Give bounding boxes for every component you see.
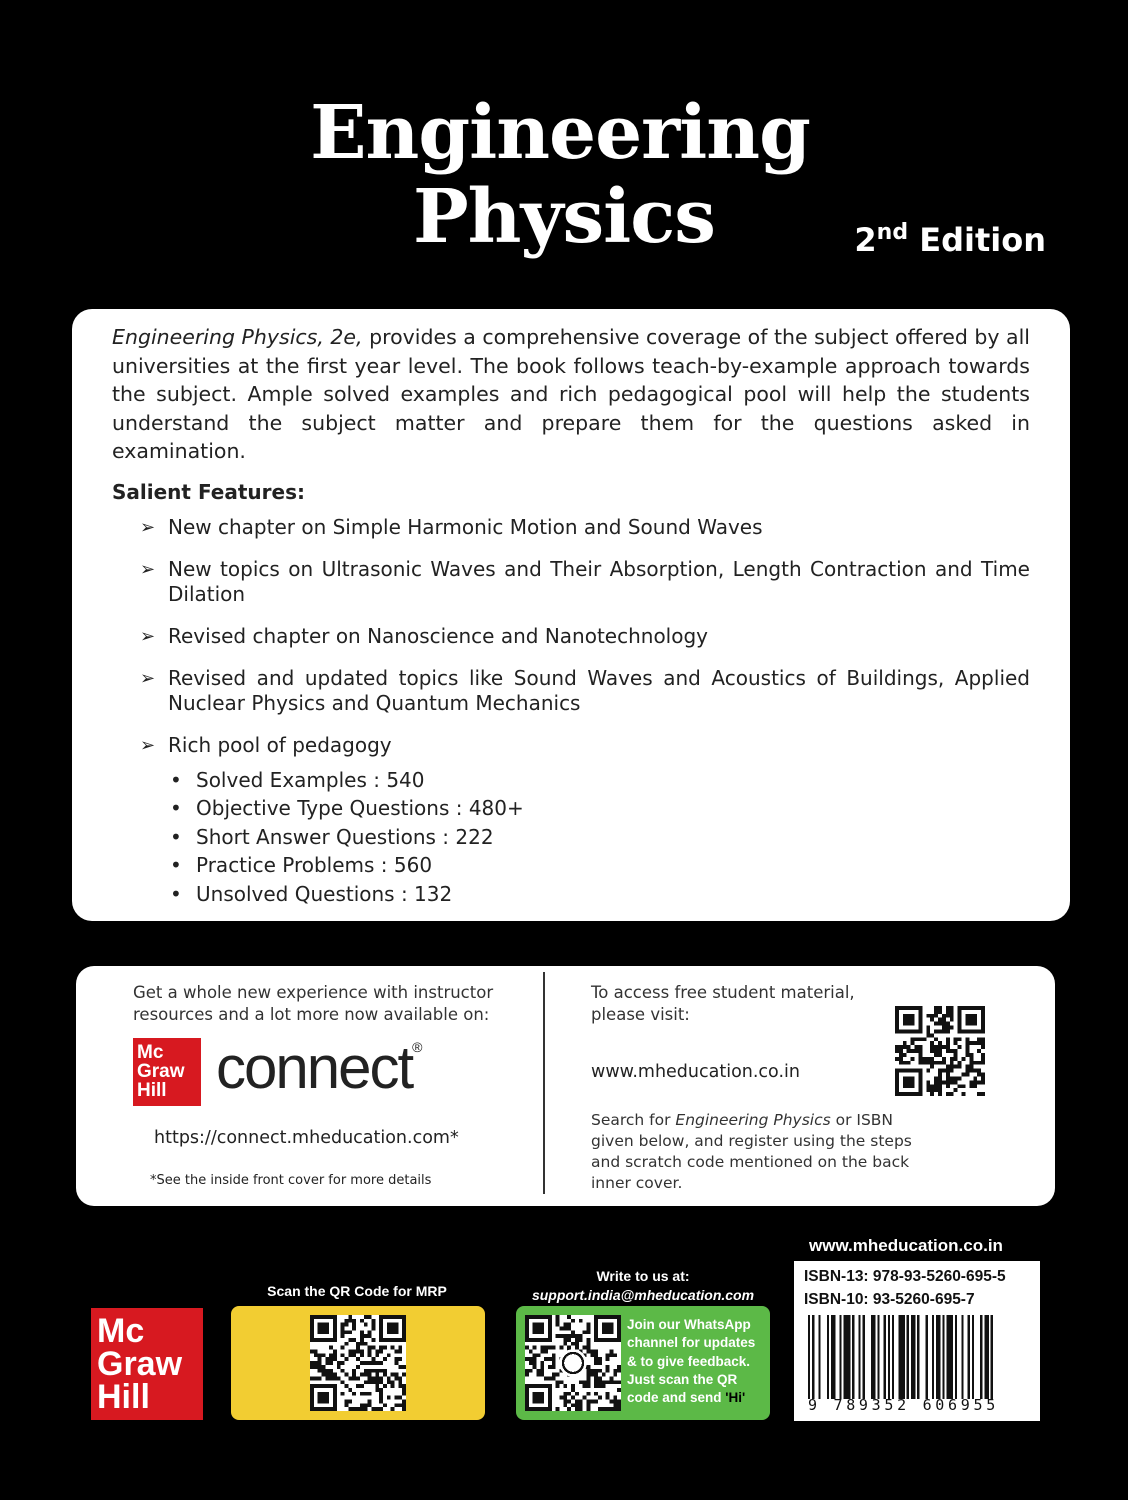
pedagogy-item: • Objective Type Questions : 480+ xyxy=(168,794,1030,823)
student-material-qr-icon[interactable] xyxy=(894,1006,986,1096)
support-email[interactable]: support.india@mheducation.com xyxy=(531,1287,755,1303)
arrow-bullet-icon: ➢ xyxy=(140,734,156,756)
vertical-divider xyxy=(543,972,545,1194)
isbn-barcode-box xyxy=(794,1261,1040,1421)
mrp-qr-panel xyxy=(231,1306,485,1420)
student-url[interactable]: www.mheducation.co.in xyxy=(591,1062,800,1082)
feature-item: ➢ Rich pool of pedagogy • Solved Examples : 540 • Objective Type Questions : 480+ • Short Answer Questions : 222 • Practice Problems : 560 • Unsolved Questions : 132 xyxy=(140,733,1030,909)
instructor-text: Get a whole new experience with instructor resources and a lot more now available on: xyxy=(133,983,494,1024)
edition-label: 2nd Edition xyxy=(854,220,1046,259)
salient-heading: Salient Features: xyxy=(112,479,305,504)
search-instructions: Search for Engineering Physics or ISBN given below, and register using the steps and scratch code mentioned on the back inner cover. xyxy=(591,1111,912,1192)
resources-card xyxy=(76,966,1055,1206)
feature-item: ➢ Revised chapter on Nanoscience and Nanotechnology xyxy=(140,623,708,648)
mrp-qr-label: Scan the QR Code for MRP xyxy=(267,1283,447,1299)
arrow-bullet-icon: ➢ xyxy=(140,516,156,538)
mcgraw-hill-logo-small: Mc Graw Hill xyxy=(133,1038,201,1106)
feature-item: ➢ New topics on Ultrasonic Waves and Their Absorption, Length Contraction and Time Dilation xyxy=(140,556,1030,606)
mrp-qr-icon[interactable] xyxy=(310,1315,406,1411)
feature-item: ➢ Revised and updated topics like Sound Waves and Acoustics of Buildings, Applied Nuclear Physics and Quantum Mechanics xyxy=(140,665,1030,715)
feature-item: ➢ New chapter on Simple Harmonic Motion and Sound Waves xyxy=(140,514,763,539)
barcode-icon xyxy=(808,1315,1018,1399)
connect-url[interactable]: https://connect.mheducation.com* xyxy=(154,1128,459,1148)
description-card xyxy=(72,309,1070,921)
mcgraw-hill-logo: Mc Graw Hill xyxy=(91,1308,203,1420)
book-title-line1: Engineering xyxy=(310,90,810,176)
arrow-bullet-icon: ➢ xyxy=(140,667,156,689)
whatsapp-text: Join our WhatsApp channel for updates & to give feedback. Just scan the QR code and send 'Hi' xyxy=(627,1317,756,1406)
connect-logo: connect® xyxy=(216,1034,423,1101)
bullet-icon: • xyxy=(170,853,182,877)
bullet-icon: • xyxy=(170,767,182,792)
arrow-bullet-icon: ➢ xyxy=(140,625,156,647)
whatsapp-qr-icon[interactable] xyxy=(525,1315,621,1411)
pedagogy-item: • Unsolved Questions : 132 xyxy=(168,880,1030,909)
pedagogy-item: • Short Answer Questions : 222 xyxy=(168,823,1030,852)
intro-paragraph: Engineering Physics, 2e, provides a comprehensive coverage of the subject offered by all universities at the first year level. The book follows teach-by-example approach towards the subject. Ample solved examples and rich pedagogical pool will help the students understand the subject matter and prepare them for the questions asked in examination. xyxy=(112,325,1030,463)
barcode-digits: 9 789352 606955 xyxy=(808,1396,999,1414)
pedagogy-item: • Practice Problems : 560 xyxy=(168,851,1030,880)
features-list xyxy=(112,515,1030,909)
publisher-website[interactable]: www.mheducation.co.in xyxy=(809,1236,1003,1255)
arrow-bullet-icon: ➢ xyxy=(140,558,156,580)
isbn-10: ISBN-10: 93-5260-695-7 xyxy=(804,1291,975,1308)
book-title-line2: Physics xyxy=(413,174,715,260)
student-text: To access free student material, please visit: xyxy=(591,983,855,1024)
inside-cover-note: *See the inside front cover for more details xyxy=(150,1173,432,1188)
bullet-icon: • xyxy=(170,796,182,820)
isbn-13: ISBN-13: 978-93-5260-695-5 xyxy=(804,1268,1006,1285)
whatsapp-panel xyxy=(516,1306,770,1420)
pedagogy-item: • Solved Examples : 540 xyxy=(168,766,1030,795)
write-to-us: Write to us at: support.india@mheducation.com xyxy=(516,1267,770,1305)
bullet-icon: • xyxy=(170,824,182,849)
bullet-icon: • xyxy=(170,881,182,906)
pedagogy-list xyxy=(168,766,1030,909)
